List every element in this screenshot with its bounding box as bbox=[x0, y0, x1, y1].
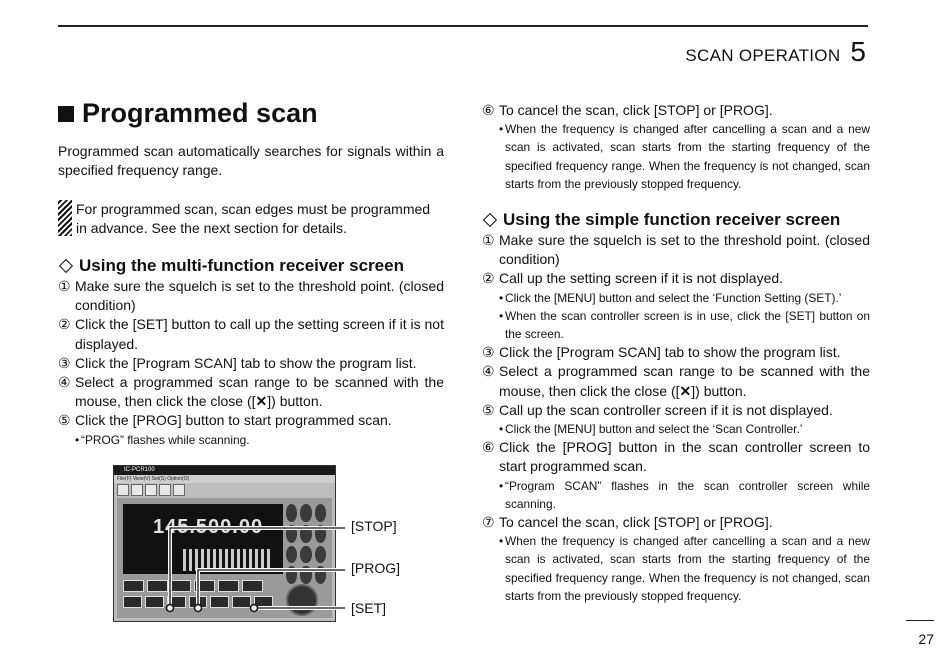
function-buttons bbox=[123, 580, 263, 592]
bottom-rule bbox=[906, 620, 934, 621]
step: ⑦ To cancel the scan, click [STOP] or [PROG]. bbox=[482, 514, 773, 531]
receiver-display bbox=[123, 504, 283, 574]
intro-paragraph: Programmed scan automatically searches for signals within a specified frequency range. bbox=[58, 143, 444, 178]
note-text: For programmed scan, scan edges must be programmed in advance. See the next section for details. bbox=[76, 201, 431, 236]
receiver-screenshot bbox=[113, 465, 336, 622]
scan-buttons bbox=[123, 596, 273, 608]
page-number: 27 bbox=[918, 631, 934, 647]
step: ⑥ Click the [PROG] button in the scan controller screen to start programmed scan. bbox=[482, 439, 870, 475]
step: ④ Select a programmed scan range to be scanned with the mouse, then click the close ([✕]) button. bbox=[482, 363, 870, 399]
step: ① Make sure the squelch is set to the threshold point. (closed condition) bbox=[482, 232, 870, 268]
step: ③ Click the [Program SCAN] tab to show the program list. bbox=[482, 344, 841, 361]
step-bullet: • When the frequency is changed after cancelling a scan and a new scan is activated, scan starts from the starting frequency of the specified frequency range. When the frequency is not changed, scan starts from the previously stopped frequency. bbox=[499, 534, 870, 603]
keypad bbox=[286, 504, 326, 584]
step: ② Click the [SET] button to call up the setting screen if it is not displayed. bbox=[58, 316, 444, 352]
step: ⑤ Click the [PROG] button to start programmed scan. bbox=[58, 412, 392, 429]
top-rule bbox=[58, 25, 868, 27]
section-heading: Using the multi-function receiver screen bbox=[58, 256, 444, 276]
section-heading: Using the simple function receiver screen bbox=[482, 210, 870, 230]
step: ⑥ To cancel the scan, click [STOP] or [PROG]. bbox=[482, 102, 773, 118]
diamond-icon bbox=[483, 213, 497, 227]
window-title: IC-PCR100 bbox=[114, 466, 335, 475]
close-icon: ✕ bbox=[679, 382, 692, 399]
chapter-number: 5 bbox=[850, 36, 866, 67]
square-bullet-icon bbox=[58, 106, 74, 122]
step: ② Call up the setting screen if it is not displayed. bbox=[482, 270, 784, 287]
step: ⑤ Call up the scan controller screen if it is not displayed. bbox=[482, 401, 833, 418]
step-bullet: • Click the [MENU] button and select the ‘Scan Controller.’ bbox=[499, 422, 803, 437]
step-bullet: • When the frequency is changed after cancelling a scan and a new scan is activated, scan starts from the starting frequency of the specified frequency range. When the frequency is not changed, scan starts from the previously stopped frequency. bbox=[499, 122, 870, 191]
step: ③ Click the [Program SCAN] tab to show the program list. bbox=[58, 354, 417, 371]
set-callout: [SET] bbox=[351, 600, 387, 616]
receiver-panel bbox=[117, 498, 332, 618]
cancel-step-block bbox=[482, 101, 870, 193]
step-bullet: • When the scan controller screen is in use, click the [SET] button on the screen. bbox=[499, 308, 870, 342]
step-bullet: • “PROG” flashes while scanning. bbox=[75, 432, 250, 447]
step: ④ Select a programmed scan range to be scanned with the mouse, then click the close ([✕]) button. bbox=[58, 374, 444, 410]
page-title: Programmed scan bbox=[58, 98, 318, 129]
note bbox=[58, 200, 444, 238]
tuning-knob-icon bbox=[286, 584, 318, 616]
diamond-icon bbox=[59, 259, 73, 273]
running-header bbox=[685, 36, 866, 68]
spectrum-bars bbox=[183, 549, 273, 571]
step: ① Make sure the squelch is set to the threshold point. (closed condition) bbox=[58, 278, 444, 314]
step-bullet: • Click the [MENU] button and select the ‘Function Setting (SET).’ bbox=[499, 290, 842, 305]
step-bullet: • “Program SCAN” flashes in the scan controller screen while scanning. bbox=[499, 478, 870, 511]
stop-callout: [STOP] bbox=[351, 518, 397, 534]
section-title: SCAN OPERATION bbox=[685, 46, 841, 65]
prog-callout: [PROG] bbox=[351, 560, 401, 576]
close-icon: ✕ bbox=[255, 393, 268, 410]
toolbar bbox=[114, 483, 335, 498]
multi-function-section bbox=[58, 256, 444, 449]
window-menu: File(F) View(V) Set(S) Option(O) bbox=[114, 475, 335, 483]
note-icon bbox=[58, 200, 72, 236]
simple-function-section bbox=[482, 210, 870, 605]
frequency-readout: 145.500.00 bbox=[153, 516, 264, 538]
